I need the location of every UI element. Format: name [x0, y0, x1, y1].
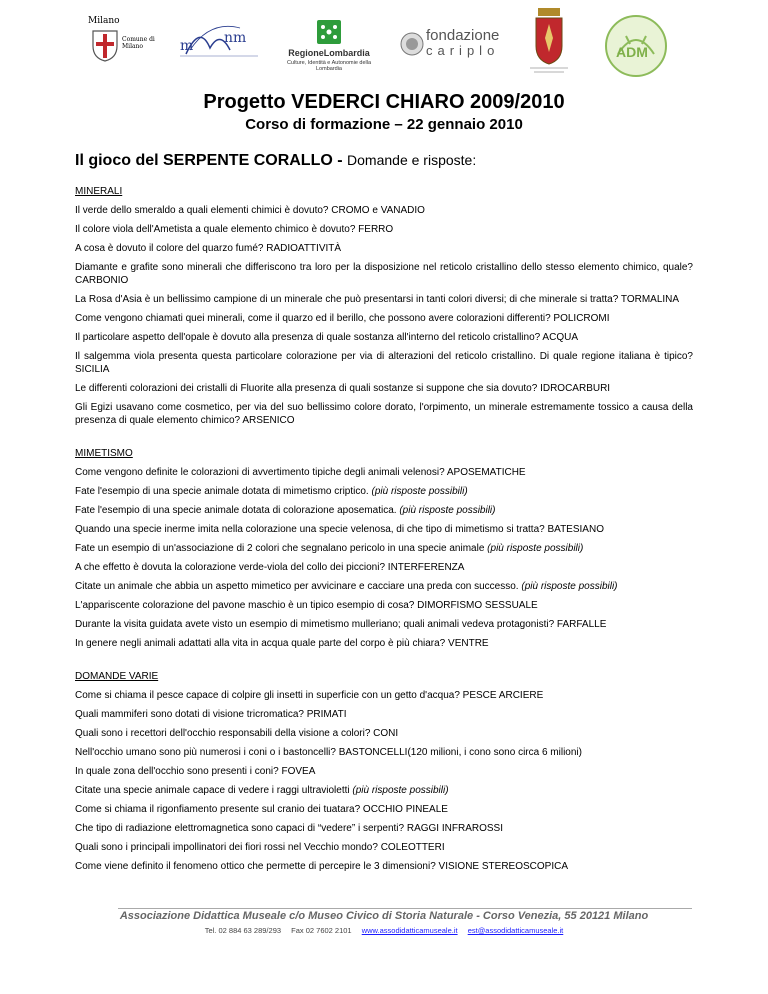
question-item — [75, 561, 693, 574]
footer-address: Associazione Didattica Museale c/o Museo Civico di Storia Naturale - Corso Venezia, 55 20121 Milano — [119, 910, 649, 922]
fondazione-cariplo-logo — [400, 22, 520, 62]
question-item — [75, 599, 693, 612]
question-text: Che tipo di radiazione elettromagnetica sono capaci di “vedere” i serpenti? RAGGI INFRAROSSI — [75, 823, 503, 834]
question-text: Il salgemma viola presenta questa particolare colorazione per via di alterazioni del reticolo cristallino. Di quale regione italiana è tipico? SICILIA — [75, 351, 693, 375]
question-item — [75, 689, 693, 702]
page-subtitle: Corso di formazione – 22 gennaio 2010 — [245, 116, 523, 133]
cariplo-seal-icon — [400, 32, 424, 56]
footer-divider — [118, 908, 692, 909]
question-item — [75, 466, 693, 479]
question-item — [75, 580, 693, 593]
regione-label: RegioneLombardia — [288, 48, 370, 58]
question-item — [75, 261, 693, 287]
mnm-logo-icon — [180, 20, 260, 60]
question-item — [75, 841, 693, 854]
question-item — [75, 504, 693, 517]
section-title: MINERALI — [75, 186, 123, 197]
question-text: Le differenti colorazioni dei cristalli di Fluorite alla presenza di quali sostanze si suppone che sia dovuto? IDROCARBURI — [75, 383, 611, 394]
question-item — [75, 312, 693, 325]
section-title: DOMANDE VARIE — [75, 671, 159, 682]
question-text: Quali sono i principali impollinatori dei fiori rossi nel Vecchio mondo? COLEOTTERI — [75, 842, 445, 853]
question-item — [75, 293, 693, 306]
question-text: Quando una specie inerme imita nella colorazione una specie velenosa, di che tipo di mimetismo si tratta? BATESIANO — [75, 524, 604, 535]
cariplo-label-2: cariplo — [426, 43, 500, 58]
question-item — [75, 784, 693, 797]
comune-di-milano-logo — [86, 16, 164, 58]
footer-tel: Tel. 02 884 63 289/293 — [204, 926, 282, 935]
svg-text:m: m — [180, 38, 194, 54]
section-spacer — [75, 433, 693, 447]
question-item — [75, 485, 693, 498]
question-item — [75, 746, 693, 759]
question-item — [75, 860, 693, 873]
question-text: Come vengono chiamati quei minerali, come il quarzo ed il berillo, che possono avere colorazioni differenti? POLICROMI — [75, 313, 610, 324]
question-text: Il particolare aspetto dell'opale è dovuto alla presenza di quale sostanza all'interno del reticolo cristallino? ACQUA — [75, 332, 578, 343]
question-note: (più risposte possibili) — [352, 785, 449, 796]
milano-sub-label: Comune di Milano — [122, 36, 155, 50]
question-text: Gli Egizi usavano come cosmetico, per via del suo bellissimo colore dorato, l'orpimento, un minerale estremamente tossico a causa della presenza di quale elemento chimico? ARSENICO — [75, 402, 693, 426]
question-item — [75, 382, 693, 395]
question-text: Citate una specie animale capace di vedere i raggi ultravioletti — [75, 785, 353, 796]
question-note: (più risposte possibili) — [487, 543, 584, 554]
milano-crest-icon — [90, 28, 120, 62]
question-text: Diamante e grafite sono minerali che differiscono tra loro per la disposizione nel reticolo cristallino dello stesso elemento chimico, quale? CARBONIO — [75, 262, 693, 286]
milano-label: Milano — [88, 16, 120, 26]
coat-of-arms-icon — [524, 6, 574, 76]
question-note: (più risposte possibili) — [521, 581, 618, 592]
question-text: Come si chiama il rigonfiamento presente sul cranio dei tuatara? OCCHIO PINEALE — [75, 804, 448, 815]
section-title: MIMETISMO — [75, 448, 133, 459]
question-text: Citate un animale che abbia un aspetto mimetico per avvicinare e cacciare una preda con successo. — [75, 581, 522, 592]
question-item — [75, 542, 693, 555]
regione-sub-label: Culture, Identità e Autonomie della Lombardia — [286, 60, 372, 72]
page-title: Progetto VEDERCI CHIARO 2009/2010 — [203, 91, 565, 113]
adm-label: ADM — [616, 44, 648, 60]
museo-storia-naturale-logo — [180, 20, 260, 60]
question-text: In quale zona dell'occhio sono presenti i coni? FOVEA — [75, 766, 316, 777]
question-item — [75, 637, 693, 650]
svg-text:nm: nm — [224, 30, 247, 46]
question-item — [75, 204, 693, 217]
question-item — [75, 350, 693, 376]
regione-lombardia-logo — [282, 18, 376, 74]
question-text: In genere negli animali adattati alla vita in acqua quale parte del corpo è più chiara? VENTRE — [75, 638, 489, 649]
question-item — [75, 242, 693, 255]
question-item — [75, 822, 693, 835]
question-item — [75, 523, 693, 536]
footer-web-link[interactable]: www.assodidatticamuseale.it — [361, 926, 458, 935]
question-item — [75, 618, 693, 631]
question-note: (più risposte possibili) — [399, 505, 496, 516]
question-item — [75, 331, 693, 344]
rosa-camuna-icon — [282, 18, 376, 48]
question-text: Come viene definito il fenomeno ottico che permette di percepire le 3 dimensioni? VISIONE STEREOSCOPICA — [75, 861, 569, 872]
heading-rest: Domande e risposte: — [347, 152, 477, 168]
question-item — [75, 401, 693, 427]
section-spacer — [75, 656, 693, 670]
question-text: Fate l'esempio di una specie animale dotata di colorazione aposematica. — [75, 505, 400, 516]
heading-main: Il gioco del SERPENTE CORALLO - — [75, 152, 343, 169]
section-heading — [75, 152, 476, 170]
question-text: Fate l'esempio di una specie animale dotata di mimetismo criptico. — [75, 486, 372, 497]
question-item — [75, 765, 693, 778]
question-text: Il colore viola dell'Ametista a quale elemento chimico è dovuto? FERRO — [75, 224, 394, 235]
question-text: L'appariscente colorazione del pavone maschio è un tipico esempio di cosa? DIMORFISMO SESSUALE — [75, 600, 538, 611]
question-text: La Rosa d'Asia è un bellissimo campione di un minerale che può presentarsi in tanti colori diversi; di che minerale si tratta? TORMALINA — [75, 294, 680, 305]
question-text: Fate un esempio di un'associazione di 2 colori che segnalano pericolo in una specie animale — [75, 543, 488, 554]
question-note: (più risposte possibili) — [371, 486, 468, 497]
footer-email-link[interactable]: est@assodidatticamuseale.it — [467, 926, 564, 935]
question-text: A che effetto è dovuta la colorazione verde-viola del collo dei piccioni? INTERFERENZA — [75, 562, 465, 573]
question-text: Come vengono definite le colorazioni di avvertimento tipiche degli animali velenosi? APOSEMATICHE — [75, 467, 526, 478]
question-item — [75, 223, 693, 236]
question-text: Il verde dello smeraldo a quali elementi chimici è dovuto? CROMO e VANADIO — [75, 205, 425, 216]
question-text: A cosa è dovuto il colore del quarzo fumé? RADIOATTIVITÀ — [75, 243, 342, 254]
footer-fax: Fax 02 7602 2101 — [291, 926, 352, 935]
questions-content — [75, 185, 693, 879]
municipal-crest-logo — [524, 6, 574, 76]
footer-contacts — [0, 926, 768, 935]
adm-logo — [604, 14, 668, 78]
question-item — [75, 803, 693, 816]
logo-bar — [80, 6, 700, 84]
question-text: Quali sono i recettori dell'occhio responsabili della visione a colori? CONI — [75, 728, 399, 739]
question-text: Durante la visita guidata avete visto un esempio di mimetismo mulleriano; quali animali vedeva protagonisti? FARFALLE — [75, 619, 607, 630]
question-text: Come si chiama il pesce capace di colpire gli insetti in superficie con un getto d'acqua? PESCE ARCIERE — [75, 690, 544, 701]
cariplo-label-1: fondazione — [426, 27, 500, 44]
question-item — [75, 727, 693, 740]
question-text: Quali mammiferi sono dotati di visione tricromatica? PRIMATI — [75, 709, 347, 720]
question-text: Nell'occhio umano sono più numerosi i coni o i bastoncelli? BASTONCELLI(120 milioni, i cono sono circa 6 milioni) — [75, 747, 582, 758]
question-item — [75, 708, 693, 721]
